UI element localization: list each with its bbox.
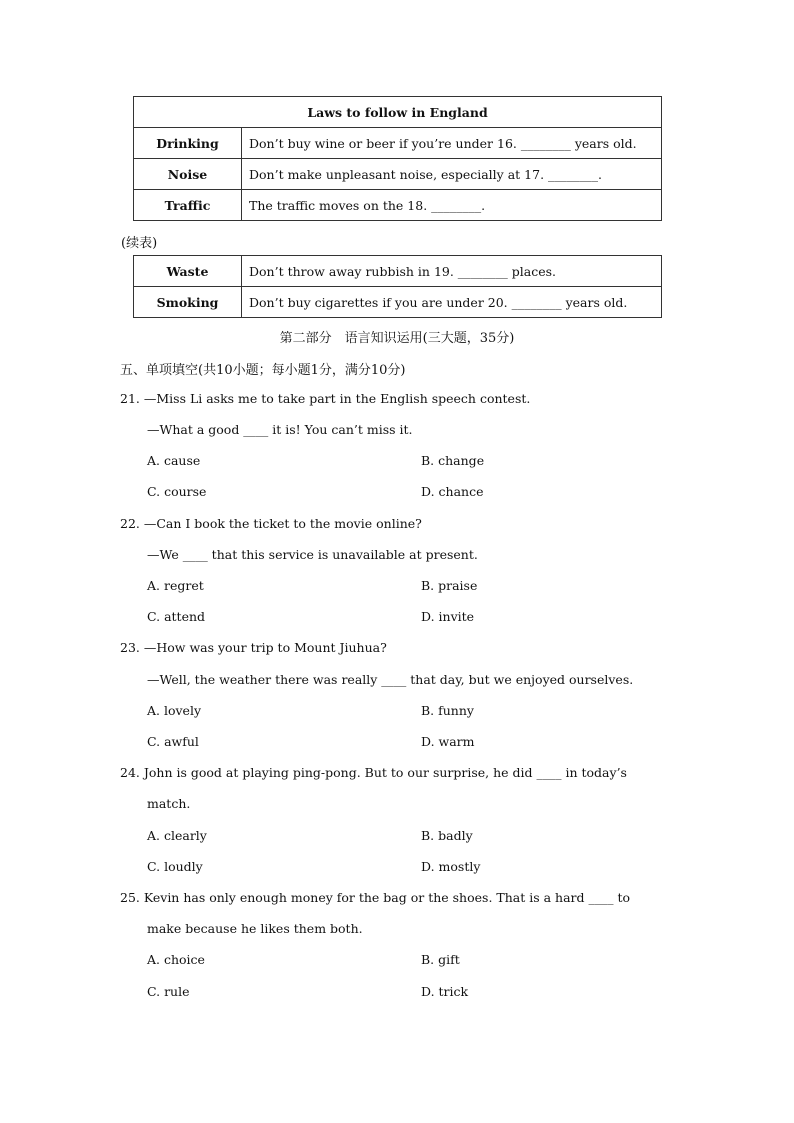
question-line: match. — [147, 796, 191, 811]
option-a: A. choice — [147, 952, 205, 967]
option-d: D. chance — [421, 484, 484, 499]
option-c: C. loudly — [147, 859, 203, 874]
option-d: D. mostly — [421, 859, 481, 874]
option-c: C. attend — [147, 609, 206, 624]
option-b: B. change — [421, 453, 485, 468]
continued-label: (续表) — [121, 236, 158, 251]
option-c: C. rule — [147, 984, 190, 999]
laws-table — [133, 96, 662, 221]
question-21 — [0, 391, 794, 499]
question-22 — [0, 516, 794, 624]
table-row — [134, 256, 662, 287]
section-title: 五、单项填空(共10小题；每小题1分，满分10分) — [120, 363, 406, 378]
part-title: 第二部分 语言知识运用(三大题，35分) — [279, 331, 515, 346]
table-title: Laws to follow in England — [134, 97, 662, 128]
question-stem: 21. —Miss Li asks me to take part in the English speech contest. — [120, 391, 531, 406]
question-stem: 22. —Can I book the ticket to the movie online? — [120, 516, 422, 531]
option-a: A. lovely — [147, 703, 202, 718]
row-rule: Don’t make unpleasant noise, especially at 17. ________. — [242, 159, 662, 190]
option-b: B. gift — [421, 952, 460, 967]
laws-table-continued — [133, 255, 662, 318]
question-stem: 24. John is good at playing ping-pong. But to our surprise, he did ____ in today’s — [120, 765, 627, 780]
question-line: make because he likes them both. — [147, 921, 363, 936]
question-stem: 25. Kevin has only enough money for the bag or the shoes. That is a hard ____ to — [120, 890, 631, 905]
question-24 — [0, 765, 794, 874]
row-rule: Don’t buy cigarettes if you are under 20. ________ years old. — [242, 287, 662, 318]
row-category: Smoking — [134, 287, 242, 318]
row-category: Traffic — [134, 190, 242, 221]
table-row — [134, 287, 662, 318]
question-25 — [0, 890, 794, 999]
option-a: A. clearly — [147, 828, 207, 843]
row-rule: Don’t buy wine or beer if you’re under 16. ________ years old. — [242, 128, 662, 159]
question-line: —Well, the weather there was really ____ that day, but we enjoyed ourselves. — [147, 672, 634, 687]
table-row — [134, 190, 662, 221]
question-line: —We ____ that this service is unavailable at present. — [147, 547, 478, 562]
row-rule: The traffic moves on the 18. ________. — [242, 190, 662, 221]
option-c: C. course — [147, 484, 207, 499]
option-c: C. awful — [147, 734, 199, 749]
question-line: —What a good ____ it is! You can’t miss it. — [147, 422, 413, 437]
option-d: D. warm — [421, 734, 475, 749]
option-a: A. cause — [147, 453, 201, 468]
row-category: Drinking — [134, 128, 242, 159]
question-stem: 23. —How was your trip to Mount Jiuhua? — [120, 640, 387, 655]
option-b: B. praise — [421, 578, 478, 593]
table-header-row — [134, 97, 662, 128]
table-row — [134, 128, 662, 159]
option-b: B. funny — [421, 703, 474, 718]
row-category: Waste — [134, 256, 242, 287]
option-a: A. regret — [147, 578, 204, 593]
row-category: Noise — [134, 159, 242, 190]
option-d: D. invite — [421, 609, 475, 624]
row-rule: Don’t throw away rubbish in 19. ________ places. — [242, 256, 662, 287]
question-23 — [0, 640, 794, 749]
option-d: D. trick — [421, 984, 469, 999]
option-b: B. badly — [421, 828, 473, 843]
table-row — [134, 159, 662, 190]
